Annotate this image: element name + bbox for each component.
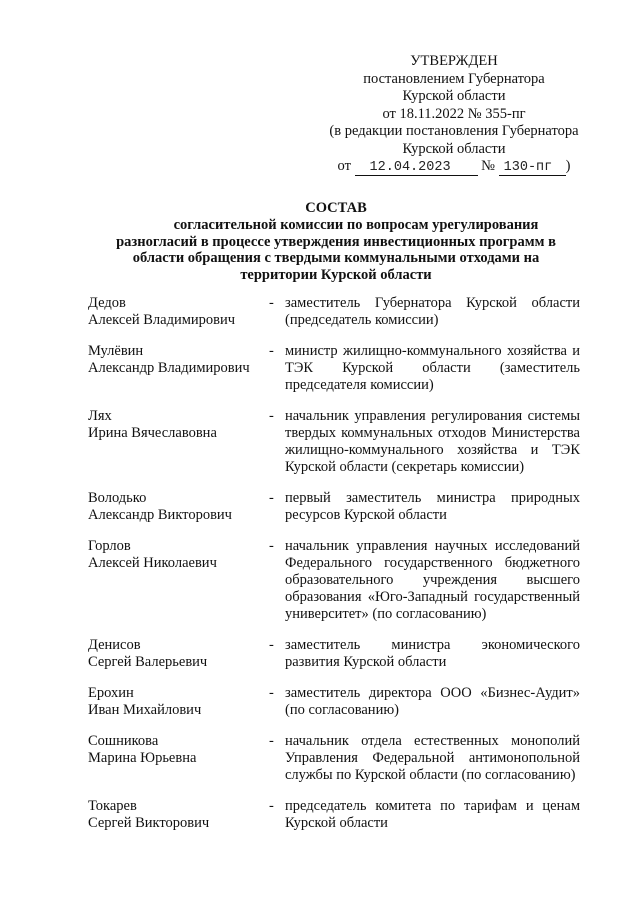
member-surname: Мулёвин	[88, 343, 144, 359]
member-position-line: заместитель директора ООО «Бизнес-Аудит»	[285, 685, 580, 701]
member-name	[88, 733, 264, 784]
member-position-line: Федерального государственного бюджетного	[285, 555, 580, 571]
member-name	[88, 490, 264, 524]
member-given-names: Марина Юрьевна	[88, 750, 197, 766]
member-name	[88, 637, 264, 671]
amendment-date-blank	[355, 159, 478, 176]
member-given-names: Ирина Вячеславовна	[88, 425, 217, 441]
member-row	[88, 637, 580, 671]
member-position-line: заместитель Губернатора Курской области	[285, 295, 580, 311]
member-position-line: образования «Юго-Западный государственный	[285, 589, 580, 605]
member-surname: Денисов	[88, 637, 141, 653]
composition-heading	[88, 200, 584, 284]
member-position-line: университет» (по согласованию)	[285, 606, 487, 622]
member-surname: Володько	[88, 490, 147, 506]
member-position-line: развития Курской области	[285, 654, 447, 670]
member-position-line: (председатель комиссии)	[285, 312, 439, 328]
member-surname: Дедов	[88, 295, 126, 311]
member-position-line: Курской области (секретарь комиссии)	[285, 459, 525, 475]
member-position-line: начальник управления регулирования системы	[285, 408, 580, 424]
member-position-line: председатель комитета по тарифам и ценам	[285, 798, 580, 814]
member-surname: Лях	[88, 408, 112, 424]
amendment-suffix: )	[565, 158, 571, 174]
member-position-line: Курской области	[285, 815, 388, 831]
member-surname: Ерохин	[88, 685, 134, 701]
member-position-line: (по согласованию)	[285, 702, 399, 718]
member-row	[88, 408, 580, 476]
member-separator: -	[269, 538, 274, 554]
heading-line: согласительной комиссии по вопросам урегулирования	[173, 216, 539, 233]
member-surname: Горлов	[88, 538, 131, 554]
member-row	[88, 295, 580, 329]
heading-line: территории Курской области	[240, 267, 432, 284]
member-position-line: министр жилищно-коммунального хозяйства и	[285, 343, 580, 359]
member-row	[88, 733, 580, 784]
amendment-number: 130-пг	[503, 160, 553, 175]
member-given-names: Алексей Владимирович	[88, 312, 236, 328]
member-surname: Токарев	[88, 798, 137, 814]
member-separator: -	[269, 637, 274, 653]
member-position-line: твердых коммунальных отходов Министерства	[285, 425, 580, 441]
member-position	[285, 798, 580, 832]
member-position	[285, 685, 580, 719]
approval-line: (в редакции постановления Губернатора	[329, 123, 579, 139]
member-position-line: начальник управления научных исследований	[285, 538, 580, 554]
member-separator: -	[269, 295, 274, 311]
member-separator: -	[269, 798, 274, 814]
member-name	[88, 685, 264, 719]
member-row	[88, 798, 580, 832]
amendment-date: 12.04.2023	[369, 160, 451, 175]
amendment-line	[320, 158, 588, 176]
member-name	[88, 538, 264, 623]
member-name	[88, 798, 264, 832]
heading-title: СОСТАВ	[305, 200, 367, 216]
member-given-names: Сергей Викторович	[88, 815, 210, 831]
member-position-line: председателя комиссии)	[285, 377, 434, 393]
member-separator: -	[269, 685, 274, 701]
approval-line: Курской области	[402, 140, 506, 157]
member-position-line: первый заместитель министра природных	[285, 490, 580, 506]
member-given-names: Алексей Николаевич	[88, 555, 217, 571]
member-position	[285, 295, 580, 329]
member-position-line: жилищно-коммунального хозяйства и ТЭК	[285, 442, 580, 458]
member-row	[88, 343, 580, 394]
member-separator: -	[269, 408, 274, 424]
member-position-line: образовательного учреждения высшего	[285, 572, 580, 588]
approval-line: от 18.11.2022 № 355-пг	[382, 105, 526, 122]
member-given-names: Сергей Валерьевич	[88, 654, 208, 670]
approval-line: постановлением Губернатора	[363, 70, 545, 87]
member-position	[285, 733, 580, 784]
member-position	[285, 490, 580, 524]
member-row	[88, 685, 580, 719]
member-position-line: Управления Федеральной антимонопольной	[285, 750, 580, 766]
member-position-line: службы по Курской области (по согласованию)	[285, 767, 576, 783]
member-row	[88, 538, 580, 623]
approval-block	[320, 53, 588, 176]
heading-line: разногласий в процессе утверждения инвестиционных программ в	[116, 233, 556, 250]
amendment-number-blank	[499, 159, 566, 176]
amendment-number-sign: №	[481, 158, 496, 174]
member-name	[88, 343, 264, 394]
member-separator: -	[269, 343, 274, 359]
member-name	[88, 408, 264, 476]
member-position-line: начальник отдела естественных монополий	[285, 733, 580, 749]
member-given-names: Александр Викторович	[88, 507, 232, 523]
member-position	[285, 538, 580, 623]
member-separator: -	[269, 490, 274, 506]
member-given-names: Иван Михайлович	[88, 702, 202, 718]
approval-title: УТВЕРЖДЕН	[410, 53, 498, 69]
members-list	[88, 295, 580, 846]
heading-line: области обращения с твердыми коммунальными отходами на	[132, 250, 540, 267]
member-position	[285, 408, 580, 476]
member-position-line: ТЭК Курской области (заместитель	[285, 360, 580, 376]
approval-line: Курской области	[402, 88, 506, 104]
member-separator: -	[269, 733, 274, 749]
member-name	[88, 295, 264, 329]
member-surname: Сошникова	[88, 733, 159, 749]
member-row	[88, 490, 580, 524]
member-given-names: Александр Владимирович	[88, 360, 250, 376]
member-position-line: ресурсов Курской области	[285, 507, 447, 523]
member-position	[285, 343, 580, 394]
member-position-line: заместитель министра экономического	[285, 637, 580, 653]
member-position	[285, 637, 580, 671]
amendment-date-prefix: от	[337, 158, 351, 174]
